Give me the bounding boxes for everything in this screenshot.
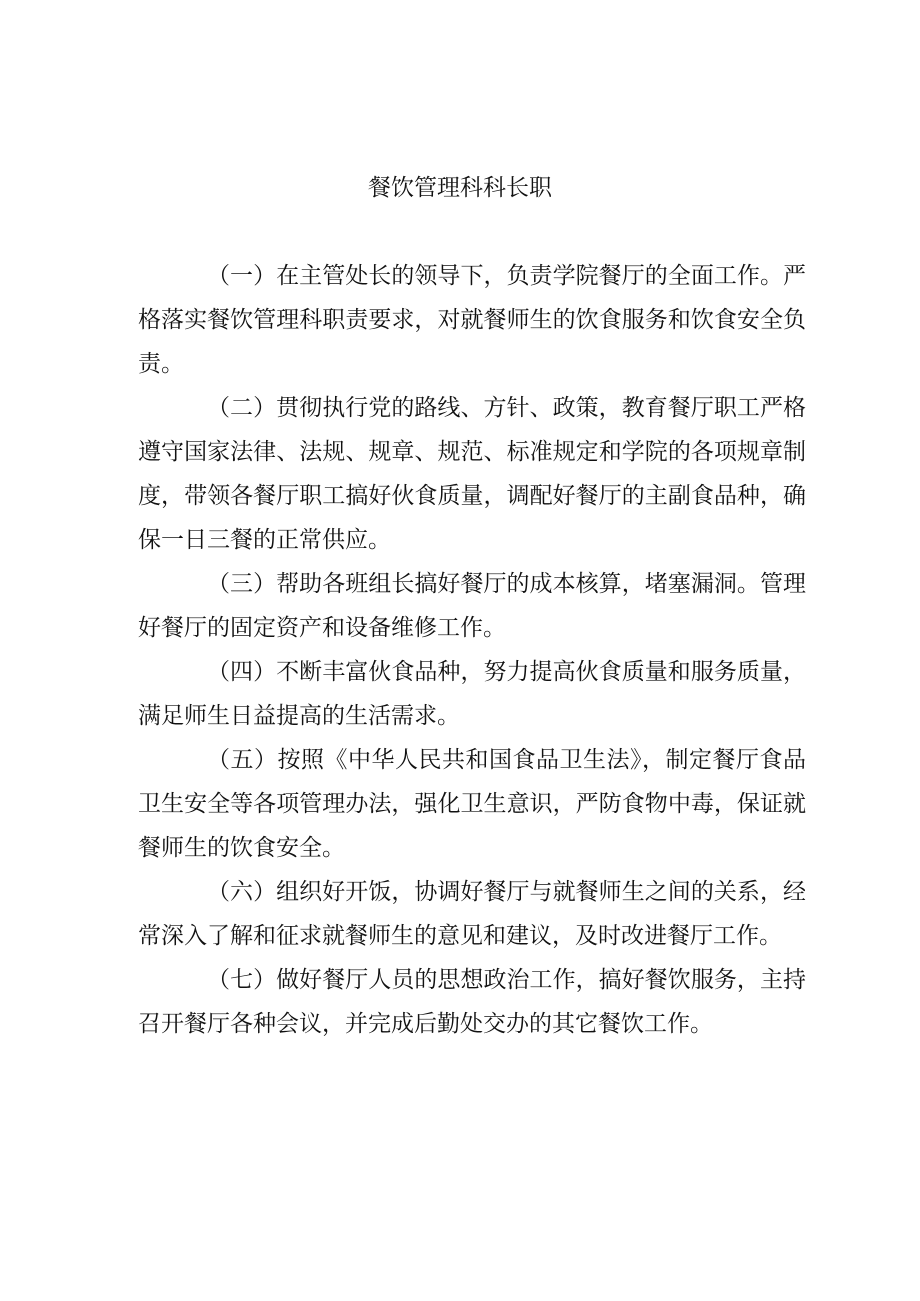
document-body: [138, 254, 806, 1046]
document-title: 餐饮管理科科长职: [368, 175, 552, 201]
paragraph-3: （三）帮助各班组长搞好餐厅的成本核算，堵塞漏洞。管理好餐厅的固定资产和设备维修工作。: [138, 571, 806, 641]
paragraph-6: （六）组织好开饭，协调好餐厅与就餐师生之间的关系，经常深入了解和征求就餐师生的意见和建议，及时改进餐厅工作。: [138, 879, 806, 949]
paragraph-2: （二）贯彻执行党的路线、方针、政策，教育餐厅职工严格遵守国家法律、法规、规章、规范、标准规定和学院的各项规章制度，带领各餐厅职工搞好伙食质量，调配好餐厅的主副食品种，确保一日三餐的正常供应。: [138, 395, 806, 553]
paragraph-7: （七）做好餐厅人员的思想政治工作，搞好餐饮服务，主持召开餐厅各种会议，并完成后勤处交办的其它餐饮工作。: [138, 967, 806, 1037]
paragraph-4: （四）不断丰富伙食品种，努力提高伙食质量和服务质量，满足师生日益提高的生活需求。: [138, 659, 806, 729]
paragraph-1: （一）在主管处长的领导下，负责学院餐厅的全面工作。严格落实餐饮管理科职责要求，对就餐师生的饮食服务和饮食安全负责。: [138, 263, 806, 377]
paragraph-5: （五）按照《中华人民共和国食品卫生法》，制定餐厅食品卫生安全等各项管理办法，强化卫生意识，严防食物中毒，保证就餐师生的饮食安全。: [138, 747, 806, 861]
